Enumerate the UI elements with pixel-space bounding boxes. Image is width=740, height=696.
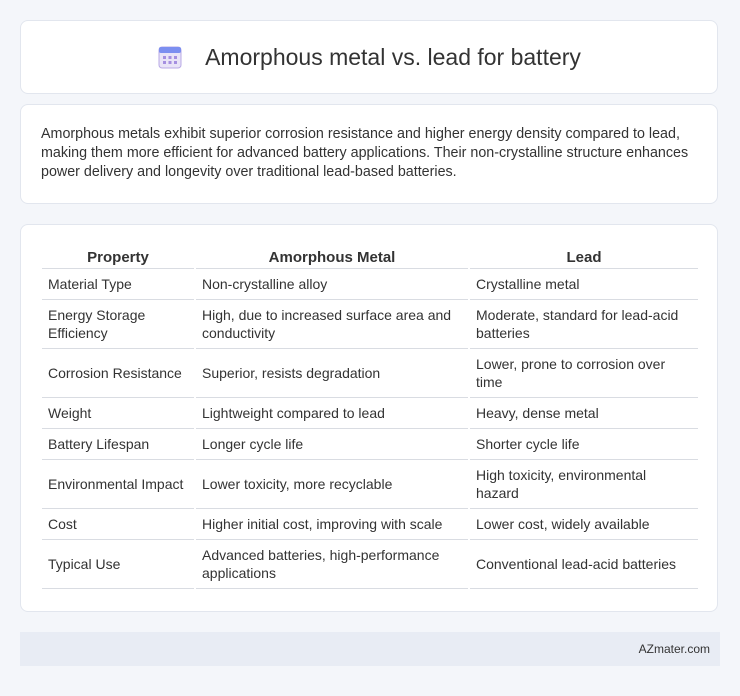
table-cell: Higher initial cost, improving with scale	[195, 509, 469, 540]
table-row	[42, 349, 698, 398]
footer	[20, 632, 720, 666]
calendar-icon	[157, 44, 183, 70]
table-cell: Crystalline metal	[469, 269, 698, 300]
table-header-row	[42, 246, 698, 269]
table-cell: Environmental Impact	[42, 460, 195, 509]
table-cell: Material Type	[42, 269, 195, 300]
table-row	[42, 429, 698, 460]
comparison-card	[20, 224, 718, 612]
table-cell: Cost	[42, 509, 195, 540]
table-cell: High, due to increased surface area and conductivity	[195, 300, 469, 349]
table-row	[42, 509, 698, 540]
table-cell: Weight	[42, 398, 195, 429]
column-header: Property	[42, 246, 195, 269]
table-cell: Moderate, standard for lead-acid batteries	[469, 300, 698, 349]
title-card	[20, 20, 718, 94]
table-row	[42, 460, 698, 509]
column-header: Lead	[469, 246, 698, 269]
table-row	[42, 540, 698, 589]
table-cell: High toxicity, environmental hazard	[469, 460, 698, 509]
table-cell: Heavy, dense metal	[469, 398, 698, 429]
table-cell: Superior, resists degradation	[195, 349, 469, 398]
table-cell: Conventional lead-acid batteries	[469, 540, 698, 589]
table-cell: Lower cost, widely available	[469, 509, 698, 540]
table-cell: Lower, prone to corrosion over time	[469, 349, 698, 398]
comparison-table	[42, 246, 698, 589]
table-cell: Lightweight compared to lead	[195, 398, 469, 429]
table-cell: Battery Lifespan	[42, 429, 195, 460]
table-row	[42, 300, 698, 349]
table-row	[42, 398, 698, 429]
column-header: Amorphous Metal	[195, 246, 469, 269]
table-cell: Advanced batteries, high-performance applications	[195, 540, 469, 589]
page-title: Amorphous metal vs. lead for battery	[205, 43, 581, 70]
table-row	[42, 269, 698, 300]
table-cell: Longer cycle life	[195, 429, 469, 460]
table-cell: Energy Storage Efficiency	[42, 300, 195, 349]
table-cell: Typical Use	[42, 540, 195, 589]
footer-brand: AZmater.com	[638, 642, 710, 656]
table-cell: Non-crystalline alloy	[195, 269, 469, 300]
table-cell: Shorter cycle life	[469, 429, 698, 460]
table-cell: Lower toxicity, more recyclable	[195, 460, 469, 509]
table-cell: Corrosion Resistance	[42, 349, 195, 398]
description-text: Amorphous metals exhibit superior corrosion resistance and higher energy density compared to lead, making them more efficient for advanced battery applications. Their non-crystalline structure enhances power delivery and longevity over traditional lead-based batteries.	[41, 126, 689, 180]
description-card	[20, 104, 718, 204]
